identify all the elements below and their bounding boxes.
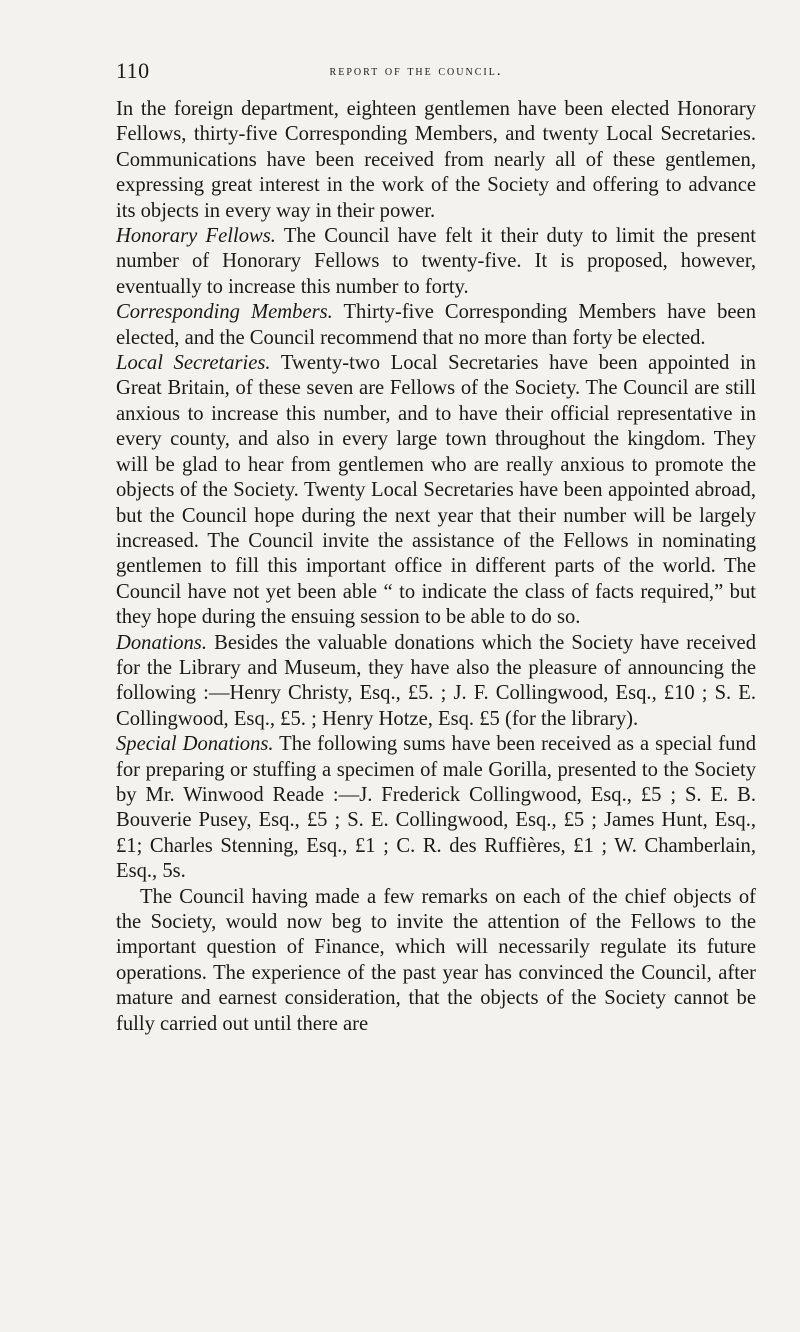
- paragraph-special-donations: [116, 732, 756, 884]
- page-number: 110: [116, 58, 150, 83]
- paragraph-text: Besides the valuable donations which the Society have received for the Library and Museum, they have also the pleasure of announcing the following :—Henry Christy, Esq., £5. ; J. F. Collingwood, Esq., £10 ; S. E. Collingwood, Esq., £5. ; Henry Hotze, Esq. £5 (for the library).: [116, 631, 756, 730]
- paragraph-text: The Council having made a few remarks on each of the chief objects of the Society, would now beg to invite the attention of the Fellows to the important question of Finance, which will necessarily regulate its future operations. The experience of the past year has convinced the Council, after mature and earnest consideration, that the objects of the Society cannot be fully carried out until there are: [116, 885, 756, 1035]
- page-header: [116, 58, 716, 88]
- paragraph-finance: [116, 885, 756, 1037]
- paragraph-corresponding-members: [116, 300, 756, 351]
- section-heading-corresponding-members: Corresponding Members.: [116, 301, 333, 324]
- running-head: report of the council.: [329, 63, 503, 79]
- section-heading-honorary-fellows: Honorary Fellows.: [116, 225, 276, 248]
- paragraph-donations: [116, 631, 756, 733]
- paragraph-foreign-department: [116, 97, 756, 224]
- body-text: [116, 97, 756, 1037]
- paragraph-local-secretaries: [116, 351, 756, 630]
- paragraph-text: In the foreign department, eighteen gentlemen have been elected Honorary Fellows, thirty-five Corresponding Members, and twenty Local Secretaries. Communications have been received from nearly all of these gentlemen, expressing great interest in the work of the Society and offering to advance its objects in every way in their power.: [116, 98, 756, 222]
- section-heading-local-secretaries: Local Secretaries.: [116, 352, 271, 375]
- paragraph-text: The following sums have been received as a special fund for preparing or stuffing a specimen of male Gorilla, presented to the Society by Mr. Winwood Reade :—J. Frederick Collingwood, Esq., £5 ; S. E. B. Bouverie Pusey, Esq., £5 ; S. E. Collingwood, Esq., £5 ; James Hunt, Esq., £1; Charles Stenning, Esq., £1 ; C. R. des Ruffières, £1 ; W. Chamberlain, Esq., 5s.: [116, 733, 756, 883]
- paragraph-text: The Council have felt it their duty to limit the present number of Honorary Fellows to twenty-five. It is proposed, however, eventually to increase this number to forty.: [116, 225, 756, 298]
- section-heading-donations: Donations.: [116, 631, 207, 654]
- section-heading-special-donations: Special Donations.: [116, 733, 274, 756]
- paragraph-text: Thirty-five Corresponding Members have been elected, and the Council recommend that no more than forty be elected.: [116, 301, 756, 349]
- paragraph-honorary-fellows: [116, 224, 756, 300]
- paragraph-text: Twenty-two Local Secretaries have been appointed in Great Britain, of these seven are Fellows of the Society. The Council are still anxious to increase this number, and to have their official representative in every county, and also in every large town throughout the kingdom. They will be glad to hear from gentlemen who are really anxious to promote the objects of the Society. Twenty Local Secretaries have been appointed abroad, but the Council hope during the next year that their number will be largely increased. The Council invite the assistance of the Fellows in nominating gentlemen to fill this important office in different parts of the world. The Council have not yet been able “ to indicate the class of facts required,” but they hope during the ensuing session to be able to do so.: [116, 352, 756, 629]
